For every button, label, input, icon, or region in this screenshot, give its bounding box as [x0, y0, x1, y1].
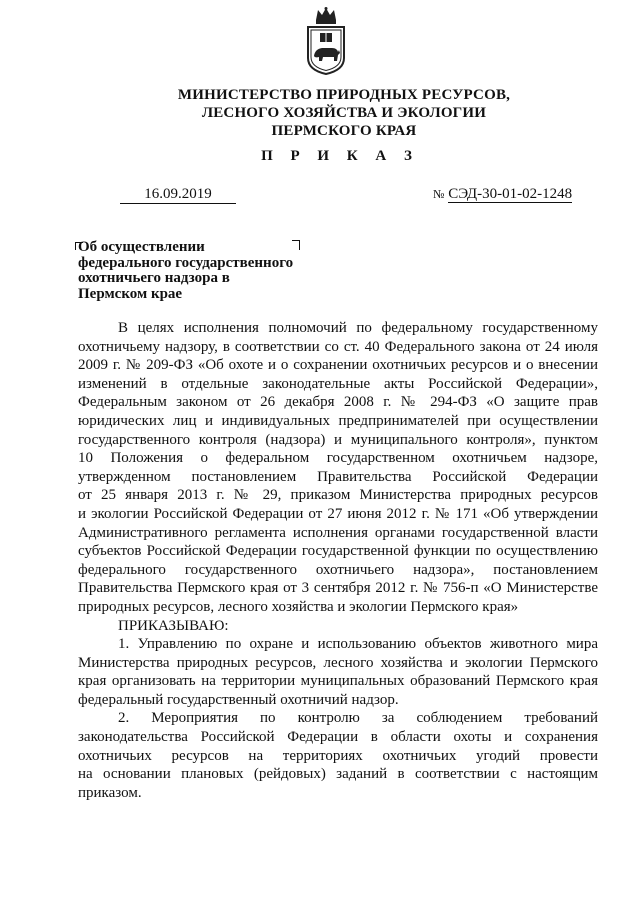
body-line: Административного регламента исполнения органами государственной власти: [78, 524, 598, 541]
ministry-line: ЛЕСНОГО ХОЗЯЙСТВА И ЭКОЛОГИИ: [201, 105, 487, 121]
item-2-line: приказом.: [78, 784, 142, 801]
item-2-line: законодательства Российской Федерации в области охоты и сохранения: [78, 729, 598, 746]
body-line: и экологии Российской Федерации от 27 июня 2012 г. № 171 «Об утверждении: [78, 505, 598, 522]
item-2-line: 2. Мероприятия по контролю за соблюдением требований: [118, 710, 598, 727]
order-directive: ПРИКАЗЫВАЮ:: [118, 617, 229, 634]
body-line: Федеральным законом от 26 декабря 2008 г. № 294-ФЗ «О защите прав: [78, 394, 598, 411]
body-line: В целях исполнения полномочий по федеральному государственному: [118, 320, 598, 336]
ministry-name: [0, 86, 640, 140]
ministry-line: МИНИСТЕРСТВО ПРИРОДНЫХ РЕСУРСОВ,: [177, 87, 511, 103]
order-body: [78, 319, 598, 802]
body-line: государственного контроля (надзора) и муниципального контроля», пунктом: [78, 431, 598, 448]
ministry-line: ПЕРМСКОГО КРАЯ: [271, 123, 417, 139]
body-line: 2009 г. № 209-ФЗ «Об охоте и о сохранении охотничьих ресурсов и о внесении: [78, 357, 598, 374]
order-subject: [78, 240, 308, 302]
body-line: 10 Положения о федеральном государственном охотничьем надзоре,: [78, 450, 598, 467]
order-number: [433, 186, 572, 203]
order-title: П Р И К А З: [261, 148, 419, 164]
item-1-line: 1. Управлению по охране и использованию объектов животного мира: [118, 636, 598, 653]
subject-line: федерального государственного: [78, 254, 294, 271]
item-2-line: на основании плановых (рейдовых) заданий в соответствии с настоящим: [78, 766, 598, 783]
body-line: природных ресурсов, лесного хозяйства и экологии Пермского края»: [78, 598, 519, 615]
body-line: утвержденном постановлением Правительства Российской Федерации: [78, 468, 598, 485]
body-line: изменений в отдельные законодательные акты Российской Федерации»,: [78, 375, 598, 392]
body-line: субъектов Российской Федерации государственной функции по осуществлению: [78, 543, 598, 560]
body-line: юридических лиц и индивидуальных предпринимателей при осуществлении: [78, 412, 598, 429]
number-sign: №: [433, 187, 445, 201]
order-date: 16.09.2019: [120, 186, 236, 204]
item-1-line: края организовать на территории муниципальных образований Пермского края: [78, 673, 598, 690]
item-2-line: охотничьих ресурсов на территориях охотничьих угодий провести: [78, 747, 598, 764]
body-line: федерального государственного охотничьего надзора», постановлением: [78, 561, 598, 578]
perm-krai-coat-of-arms-icon: [298, 6, 354, 76]
subject-line: Пермском крае: [78, 285, 183, 302]
order-number-value: СЭД-30-01-02-1248: [448, 186, 573, 202]
body-line: от 25 января 2013 г. № 29, приказом Министерства природных ресурсов: [78, 487, 598, 504]
item-1-line: Министерства природных ресурсов, лесного хозяйства и экологии Пермского: [78, 654, 598, 671]
item-1-line: федеральный государственный охотничий надзор.: [78, 691, 399, 708]
subject-line: Об осуществлении: [78, 239, 205, 255]
body-line: охотничьему надзору, в соответствии со ст. 40 Федерального закона от 24 июля: [78, 338, 598, 355]
body-line: Правительства Пермского края от 3 сентября 2012 г. № 756-п «О Министерстве: [78, 580, 598, 597]
subject-line: охотничьего надзора в: [78, 270, 230, 286]
